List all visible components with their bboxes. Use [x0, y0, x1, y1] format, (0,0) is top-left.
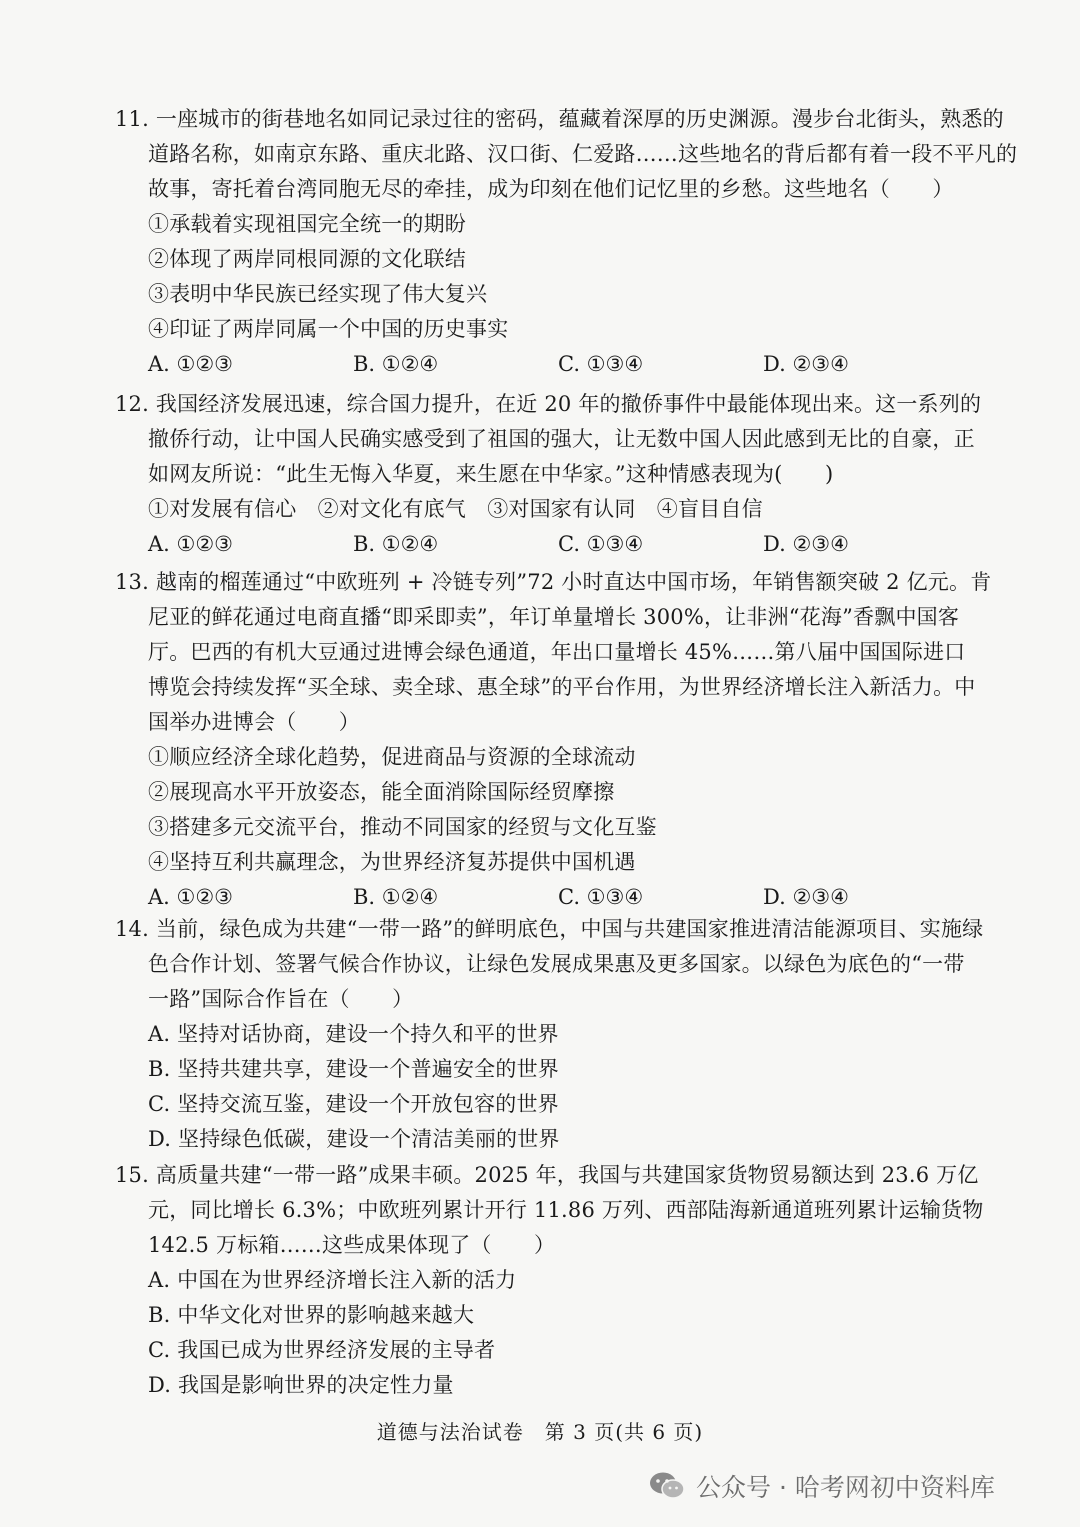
choice-a: A. ①②③: [148, 352, 233, 376]
choice-d: D. ②③④: [763, 352, 849, 376]
question-stem-line: 尼亚的鲜花通过电商直播“即采即卖”，年订单量增长 300%，让非洲“花海”香飘中国客: [148, 605, 960, 629]
answer-option: A. 坚持对话协商，建设一个持久和平的世界: [148, 1022, 559, 1046]
question-stem-line: 如网友所说：“此生无悔入华夏，来生愿在中华家。”这种情感表现为( ): [148, 462, 834, 486]
answer-choices: [115, 527, 995, 562]
page-footer: 道德与法治试卷 第 3 页(共 6 页): [376, 1420, 704, 1444]
question-stem-line: 撤侨行动，让中国人民确实感受到了祖国的强大，让无数中国人因此感到无比的自豪，正: [148, 427, 975, 451]
choice-c: C. ①③④: [558, 885, 644, 909]
question-stem-line: 厅。巴西的有机大豆通过进博会绿色通道，年出口量增长 45%……第八届中国国际进口: [148, 640, 966, 664]
answer-choices: [115, 347, 995, 382]
choice-b: B. ①②④: [353, 532, 439, 556]
choice-d: D. ②③④: [763, 532, 849, 556]
statement-option: ②体现了两岸同根同源的文化联结: [148, 247, 466, 271]
question-stem-line: 14. 当前，绿色成为共建“一带一路”的鲜明底色，中国与共建国家推进清洁能源项目、实施绿: [115, 917, 984, 941]
question-stem-line: 142.5 万标箱……这些成果体现了（ ）: [148, 1233, 556, 1257]
answer-option: D. 我国是影响世界的决定性力量: [148, 1373, 454, 1397]
watermark: [648, 1468, 995, 1504]
answer-option: C. 坚持交流互鉴，建设一个开放包容的世界: [148, 1092, 559, 1116]
question-stem-line: 11. 一座城市的街巷地名如同记录过往的密码，蕴藏着深厚的历史渊源。漫步台北街头，熟悉的: [115, 107, 1004, 131]
watermark-text: 公众号 · 哈考网初中资料库: [696, 1473, 995, 1502]
question-stem-line: 15. 高质量共建“一带一路”成果丰硕。2025 年，我国与共建国家货物贸易额达到 23.6 万亿: [115, 1163, 979, 1187]
statement-option: ④印证了两岸同属一个中国的历史事实: [148, 317, 509, 341]
statement-option: ④坚持互利共赢理念，为世界经济复苏提供中国机遇: [148, 850, 636, 874]
statement-option: ③表明中华民族已经实现了伟大复兴: [148, 282, 488, 306]
answer-option: C. 我国已成为世界经济发展的主导者: [148, 1338, 496, 1362]
statement-option: ②展现高水平开放姿态，能全面消除国际经贸摩擦: [148, 780, 615, 804]
question-stem-line: 道路名称，如南京东路、重庆北路、汉口街、仁爱路……这些地名的背后都有着一段不平凡的: [148, 142, 1018, 166]
statement-options: ①对发展有信心 ②对文化有底气 ③对国家有认同 ④盲目自信: [148, 497, 763, 521]
question-stem-line: 元，同比增长 6.3%；中欧班列累计开行 11.86 万列、西部陆海新通道班列累计运输货物: [148, 1198, 984, 1222]
question-stem-line: 一路”国际合作旨在（ ）: [148, 987, 414, 1011]
choice-c: C. ①③④: [558, 532, 644, 556]
answer-option: D. 坚持绿色低碳，建设一个清洁美丽的世界: [148, 1127, 560, 1151]
question-14: [115, 912, 995, 1157]
question-stem-line: 故事，寄托着台湾同胞无尽的牵挂，成为印刻在他们记忆里的乡愁。这些地名（ ）: [148, 177, 954, 201]
statement-option: ①承载着实现祖国完全统一的期盼: [148, 212, 466, 236]
question-stem-line: 国举办进博会（ ）: [148, 710, 360, 734]
choice-b: B. ①②④: [353, 352, 439, 376]
choice-d: D. ②③④: [763, 885, 849, 909]
answer-option: A. 中国在为世界经济增长注入新的活力: [148, 1268, 517, 1292]
answer-option: B. 坚持共建共享，建设一个普遍安全的世界: [148, 1057, 559, 1081]
answer-choices: [115, 880, 995, 915]
question-13: [115, 565, 995, 915]
choice-a: A. ①②③: [148, 532, 233, 556]
question-15: [115, 1158, 995, 1403]
question-11: [115, 102, 1018, 382]
choice-c: C. ①③④: [558, 352, 644, 376]
choice-b: B. ①②④: [353, 885, 439, 909]
answer-option: B. 中华文化对世界的影响越来越大: [148, 1303, 475, 1327]
wechat-icon: [648, 1471, 686, 1501]
statement-option: ①顺应经济全球化趋势，促进商品与资源的全球流动: [148, 745, 636, 769]
question-stem-line: 13. 越南的榴莲通过“中欧班列 + 冷链专列”72 小时直达中国市场，年销售额突破 2 亿元。肯: [115, 570, 992, 594]
question-12: [115, 387, 995, 562]
statement-option: ③搭建多元交流平台，推动不同国家的经贸与文化互鉴: [148, 815, 657, 839]
question-stem-line: 色合作计划、签署气候合作协议，让绿色发展成果惠及更多国家。以绿色为底色的“一带: [148, 952, 965, 976]
question-stem-line: 12. 我国经济发展迅速，综合国力提升，在近 20 年的撤侨事件中最能体现出来。这一系列的: [115, 392, 982, 416]
question-stem-line: 博览会持续发挥“买全球、卖全球、惠全球”的平台作用，为世界经济增长注入新活力。中: [148, 675, 976, 699]
choice-a: A. ①②③: [148, 885, 233, 909]
